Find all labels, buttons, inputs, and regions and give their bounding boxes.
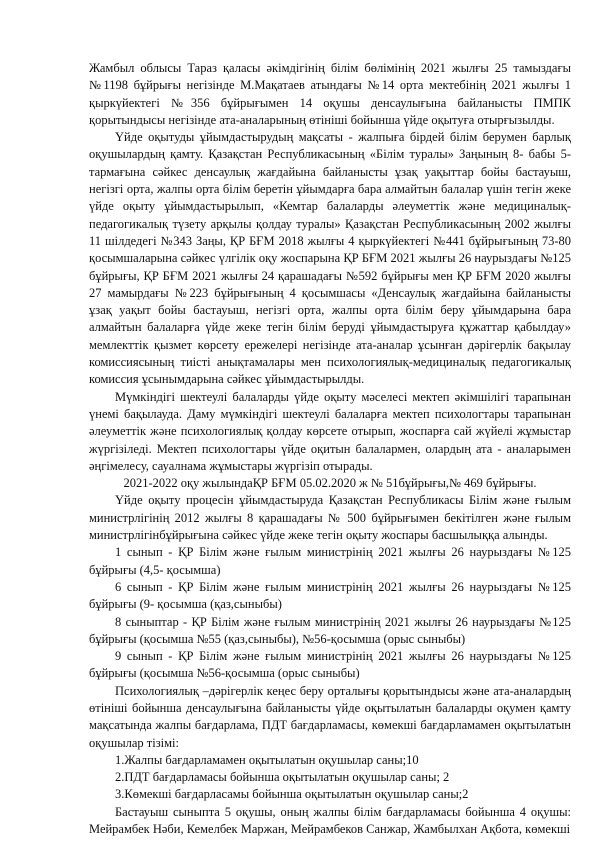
paragraph-student-list-intro: Психологиялық –дәрігерлік кеңес беру орталығы қорытындысы және ата-аналардың өтініші бойынша денсаулығына байланысты үйде оқытылатын балаларды оқумен қамту мақсатында жалпы бағдарлама, ПДТ бағдарламасы, көмекші бағдарламамен оқытылатын оқушылар тізімі: xyxy=(89,683,571,750)
paragraph-grade-1: 1 сынып - ҚР Білім және ғылым министрінің 2021 жылғы 26 наурыздағы №125 бұйрығы (4,5- қосымша) xyxy=(89,545,571,577)
paragraph-grade-8: 8 сыныптар - ҚР Білім және ғылым министрінің 2021 жылғы 26 наурыздағы №125 бұйрығы (қосымша №55 (қаз,сыныбы), №56-қосымша (орыс сыныбы) xyxy=(89,614,571,646)
paragraph-grade-6: 6 сынып - ҚР Білім және ғылым министрінің 2021 жылғы 26 наурыздағы №125 бұйрығы (9- қосымша (қаз,сыныбы) xyxy=(89,579,571,612)
paragraph-intro: Жамбыл облысы Тараз қаласы әкімдігінің білім бөлімінің 2021 жылғы 25 тамыздағы №1198 бұйрығы негізінде М.Мақатаев атындағы №14 орта мектебінің 2021 жылғы 1 қыркүйектегі №356 бұйрығымен 14 оқушы денсаулығына байланысты ПМПК қорытындысы негізінде ата-аналарының өтініші бойынша үйде оқытуға отырғызылды. xyxy=(89,61,571,127)
paragraph-grade-9: 9 сынып - ҚР Білім және ғылым министрінің 2021 жылғы 26 наурыздағы №125 бұйрығы (қосымша №56-қосымша (орыс сыныбы) xyxy=(89,649,571,681)
document-body xyxy=(89,60,571,838)
paragraph-academic-year: 2021-2022 оқу жылындаҚР БҒМ 05.02.2020 ж № 51бұйрығы,№ 469 бұйрығы. xyxy=(123,476,537,491)
paragraph-primary-class: Бастауыш сыныпта 5 оқушы, оның жалпы білім бағдарламасы бойынша 4 оқушы: Мейрамбек Нәби, Кемелбек Маржан, Мейрамбеков Санжар, Жамбылхан Ақбота, көмекші xyxy=(89,804,571,837)
paragraph-process: Үйде оқыту процесін ұйымдастыруда Қазақстан Республикасы Білім және ғылым министрлігінің 2012 жылғы 8 қарашадағы № 500 бұйрығымен бекітілген және ғылым министрлігінбұйрығына сәйкес үйде жеке тегін оқыту жоспары басшылыққа алынды. xyxy=(89,493,571,543)
list-item-general-program: 1.Жалпы бағдарламамен оқытылатын оқушылар саны;10 xyxy=(115,752,419,767)
list-item-pdt-program: 2.ПДТ бағдарламасы бойынша оқытылатын оқушылар саны; 2 xyxy=(115,770,450,785)
list-item-auxiliary-program: 3.Көмекші бағдарласамы бойынша оқытылатын оқушылар саны;2 xyxy=(115,787,469,802)
paragraph-purpose: Үйде оқытуды ұйымдастырудың мақсаты - жалпыға бірдей білім берумен барлық оқушылардың қамту. Қазақстан Республикасының «Білім туралы» Заңының 8- бабы 5- тармағына сәйкес денсаулық жағдайына байланысты ұзақ уақыттар бойы бастауыш, негізгі орта, жалпы орта білім беретін ұйымдарға бара алмайтын балалар үшін тегін жеке үйде оқыту ұйымдастырылып, «Кемтар балаларды әлеуметтік және медициналық-педагогикалық түзету арқылы қолдау туралы» Қазақстан Республикасының 2002 жылғы 11 шілдедегі №343 Заңы, ҚР БҒМ 2018 жылғы 4 қыркүйектегі №441 бұйрығының 73-80 қосымшаларына сәйкес үлгілік оқу жоспарына ҚР БҒМ 2021 жылғы 26 наурыздағы №125 бұйрығы, ҚР БҒМ 2021 жылғы 24 қарашадағы №592 бұйрығы мен ҚР БҒМ 2020 жылғы 27 мамырдағы №223 бұйрығының 4 қосымшасы «Денсаулық жағдайына байланысты ұзақ уақыт бойы бастауыш, негізгі орта, жалпы орта білім беру ұйымдарына бара алмайтын балаларға үйде жеке тегін білім беруді ұйымдастыруға құжаттар қабылдау» мемлекттік қызмет көрсету ережелері негізінде ата-аналар ұсынған дәрігерлік бақылау комиссиясының тиісті анықтамалары мен психологиялық-медициналық педагогикалық комиссия ұсынымдарына сәйкес ұйымдастырылды. xyxy=(89,130,571,387)
paragraph-monitoring: Мүмкіндігі шектеулі балаларды үйде оқыту мәселесі мектеп әкімшілігі тарапынан үнемі бақылауда. Даму мүмкіндігі шектеулі балаларға мектеп психологтары тарапынан әлеуметтік және психологиялық қолдау көрсете отырып, жоспарға сай жүйелі жұмыстар жүргізіледі. Мектеп психологтары үйде оқитын балалармен, олардың ата - аналарымен әңгімелесу, сауалнама жұмыстары жүргізіп отырады. xyxy=(89,389,571,473)
